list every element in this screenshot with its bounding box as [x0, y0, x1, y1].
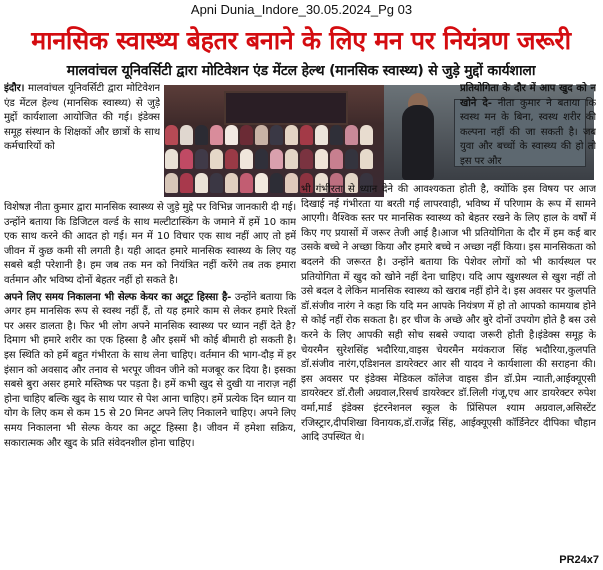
- section2-heading: प्रतियोगिता के दौर में आप खुद को न खोने दे-: [460, 83, 596, 109]
- right-intro-column: [460, 82, 596, 180]
- dateline: इंदौर।: [4, 83, 25, 94]
- footer-code: PR24x7: [559, 554, 599, 566]
- left-body: विशेषज्ञ नीता कुमार द्वारा मानसिक स्वास्थ्य से जुड़े मुद्दे पर विभिन्न जानकारी दी गई। उन्होंने बताया कि डिजिटल वर्ल्ड के साथ मल्टीटास्किंग के जमाने में हमें 10 काम एक साथ करने की आदत हो गई। मन में 10 विचार एक साथ नहीं आए तो हमें जीवन में कुछ कमी सी लगती है। यही आदत हमारे मानसिक स्वास्थ्य के लिए यह सबसे बड़ी परेशानी है। हम जब तक मन को नियंत्रित नहीं करेंगे तब तक हमारा वर्तमान और भविष्य दोनों बेहतर नहीं हो सकते है।: [4, 202, 296, 286]
- section1-heading: अपने लिए समय निकालना भी सेल्फ केयर का अटूट हिस्सा है-: [4, 291, 232, 303]
- intro-text: मालवांचल यूनिवर्सिटी द्वारा मोटिवेशन एंड मेंटल हेल्थ (मानसिक स्वास्थ्य) से जुड़े मुद्दों कार्यशाला आयोजित की गई। इंडेक्स समूह संस्थान के शिक्षकों और छात्रों के साथ कर्मचारियों को: [4, 83, 160, 153]
- masthead-line: Apni Dunia_Indore_30.05.2024_Pg 03: [190, 2, 413, 17]
- subheadline: मालवांचल यूनिवर्सिटी द्वारा मोटिवेशन एंड मेंटल हेल्थ (मानसिक स्वास्थ्य) से जुड़े मुद्दों कार्यशाला: [66, 63, 536, 79]
- audience-photo: [164, 85, 384, 197]
- section2-intro: नीता कुमार ने बताया कि स्वस्थ मन के बिना, स्वस्थ शरीर की कल्पना नहीं की जा सकती है। जब युवा और बच्चों के स्वास्थ्य की हो तो इस पर और: [460, 97, 596, 167]
- audience-row: [164, 125, 384, 147]
- speaker-figure: [402, 105, 434, 180]
- left-main-column: [4, 201, 296, 561]
- right-main-column: [301, 183, 596, 553]
- headline: मानसिक स्वास्थ्य बेहतर बनाने के लिए मन पर नियंत्रण जरूरी: [31, 26, 571, 55]
- right-body: भी गंभीरता से ध्यान देने की आवश्यकता होती है, क्योंकि इस विषय पर आज दिखाई नई गंभीरता या बरती गई लापरवाही, भविष्य में परिणाम के रूप में सामने आएगी। वैश्विक स्तर पर मानसिक स्वास्थ्य को बेहतर रखने के लिए हाल के वर्षों में किए गए प्रयासों में जरूर तेजी आई है।आज भी प्रतियोगिता के दौर में हम कई बार उसके बच्चे ने अच्छा किया और हमारे बच्चे न अच्छा नहीं किया। इस मानसिकता को बदलने की जरूरत है। उन्होंने बताया कि पेशेवर लोगों को भी कार्यस्थल पर प्रतियोगिता में खुद को खोने नहीं देना चाहिए। यदि आप खुशस्थल से खुश नहीं तो उसे बदल दे लेकिन मानसिक स्वास्थ्य को खराब नहीं होने दे। इस अवसर पर कुलपति डॉ.संजीव नारंग ने कहा कि यदि मन आपके नियंत्रण में हो तो आपको कामयाब होने से कोई नहीं रोक सकता है। हर चीज के अच्छे और बुरे दोनों उपयोग होते है बस उसे करने के लिए आपकी सही सोच सबसे ज्यादा जरूरी होती है।इंडेक्स समूह के चेयरमैन सुरेशसिंह भदौरिया,वाइस चेयरमैन मयंकराज सिंह भदौरिया,कुलपति डॉ.संजीव नारंग,एडिशनल डायरेक्टर आर सी यादव ने कार्यशाला की सराहना की। इस अवसर पर इंडेक्स मेडिकल कॉलेज वाइस डीन डॉ.प्रेम न्याती,आईक्यूएसी डायरेक्टर डॉ.रौली अग्रवाल,रिसर्च डायरेक्टर डॉ.लिली गंजू,एच आर डायरेक्टर रुपेश वर्मा,मार्ड इंडेक्स इंटरनेशनल स्कूल के प्रिंसिपल श्याम अग्रवाल,असिस्टेंट रजिस्ट्रार,दीपशिखा विनायक,डॉ.राजेंद्र सिंह, आईक्यूएसी कॉर्डिनेटर दीपिका चौहान आदि उपस्थित थे।: [301, 184, 596, 444]
- section1-body: उन्होंने बताया कि अगर हम मानसिक रूप से स्वस्थ नहीं हैं, तो यह हमारे काम से लेकर हमारे रिश्तों पर असर डालता है। फिर भी लोग अपने मानसिक स्वास्थ्य पर ध्यान नहीं देते है?दिमाग भी हमारे शरीर का एक हिस्सा है और इसमें भी कोई बीमारी हो सकती है। इस स्थिति को हमें बहुत गंभीरता के साथ लेना चाहिए। वर्तमान की भाग-दौड़ में हर इंसान को अवसाद और तनाव से भरपूर जीवन जीने को मजबूर कर दिया है। इसका सबसे बुरा असर हमारे मस्तिष्क पर पड़ता है। हमें कभी खुद से दुखी या नाराज़ नहीं होना चाहिए बल्कि खुद के साथ प्यार से पेश आना चाहिए। हमें प्रत्येक दिन ध्यान या योग के लिए कम से कम 15 से 20 मिनट अपने लिए निकालने चाहिए। अपने लिए समय निकालना भी सेल्फ केयर का अटूट हिस्सा है। जीवन में हमेशा सक्रिय, सकारात्मक और खुद के प्रति संवेदनशील होना चाहिए।: [4, 291, 296, 449]
- audience-row: [164, 149, 384, 171]
- stage-screen: [224, 91, 348, 125]
- left-intro-column: [4, 82, 160, 199]
